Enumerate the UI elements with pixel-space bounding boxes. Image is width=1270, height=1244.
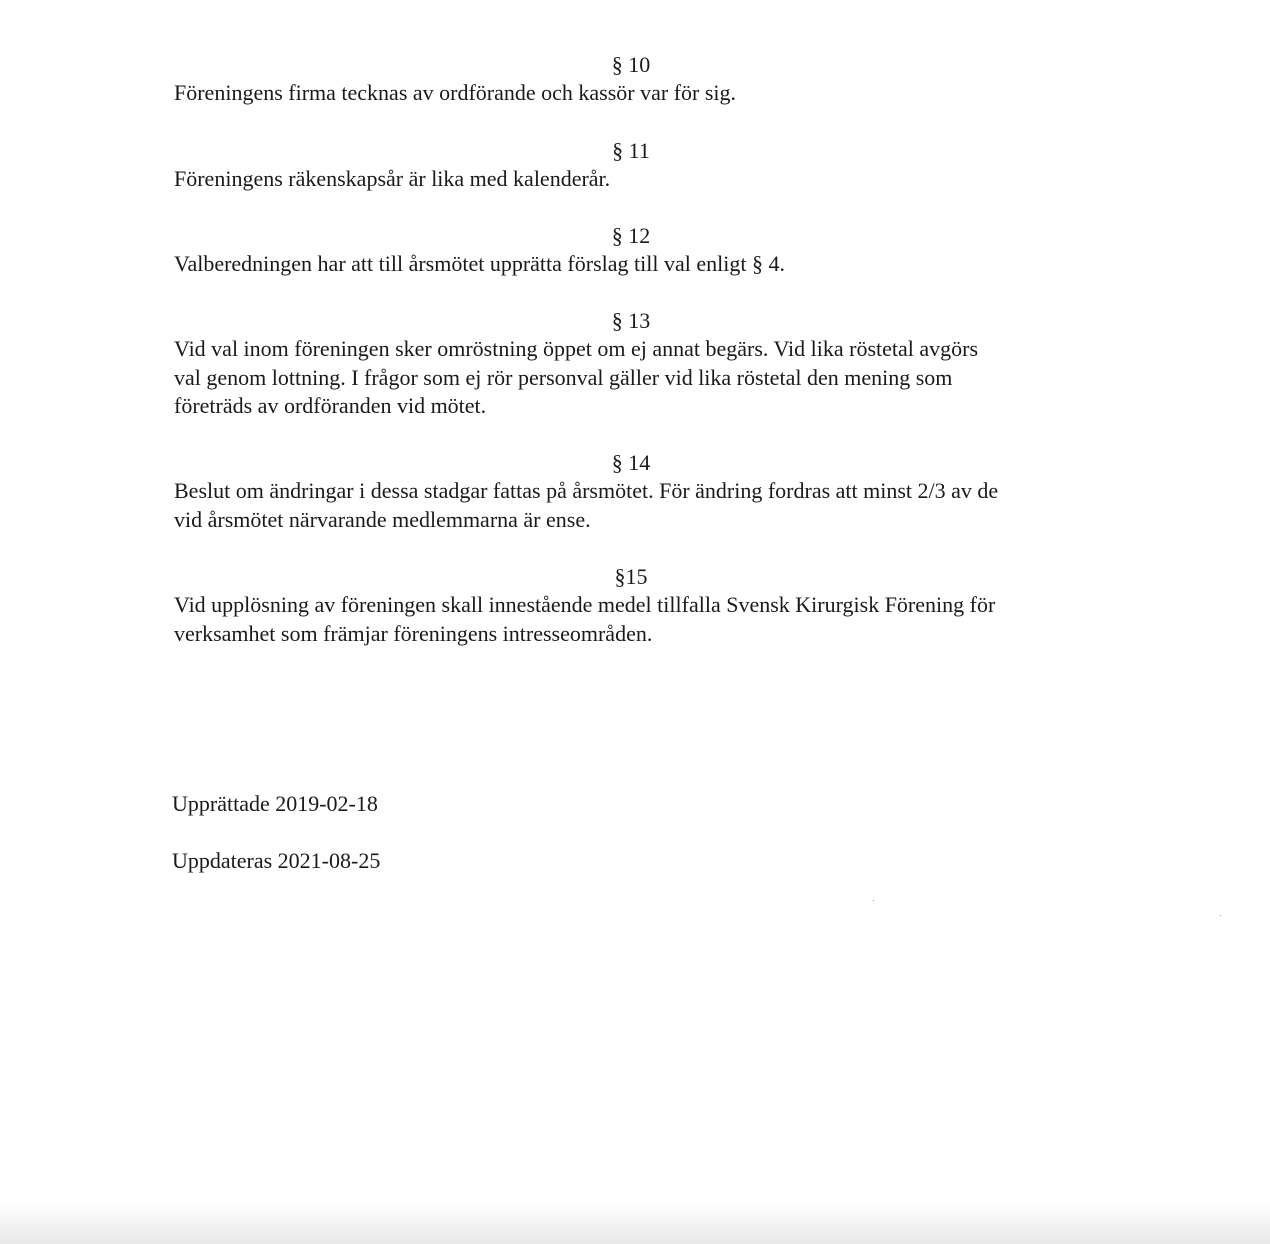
section-12 xyxy=(174,221,1104,279)
viewer-bottom-edge xyxy=(0,1204,1270,1244)
scan-speck xyxy=(873,900,874,901)
section-heading: § 12 xyxy=(611,223,651,248)
updated-date: Uppdateras 2021-08-25 xyxy=(172,848,381,873)
text-line: företräds av ordföranden vid mötet. xyxy=(174,393,487,418)
section-text xyxy=(174,335,1104,421)
section-text xyxy=(174,477,1104,534)
section-13 xyxy=(174,306,1104,421)
section-heading: § 13 xyxy=(611,308,651,333)
section-text xyxy=(174,79,1104,108)
section-heading: § 11 xyxy=(612,138,650,163)
section-heading: §15 xyxy=(614,564,648,589)
text-line: Föreningens firma tecknas av ordförande och kassör var för sig. xyxy=(174,80,737,105)
section-14 xyxy=(174,448,1104,534)
text-line: vid årsmötet närvarande medlemmarna är ense. xyxy=(174,506,591,532)
scan-speck xyxy=(1220,915,1221,916)
section-heading: § 14 xyxy=(611,450,651,475)
section-heading: § 10 xyxy=(611,52,651,77)
text-line: Föreningens räkenskapsår är lika med kalenderår. xyxy=(174,166,611,191)
section-15 xyxy=(174,562,1104,648)
section-text xyxy=(174,591,1104,648)
text-line: Beslut om ändringar i dessa stadgar fattas på årsmötet. För ändring fordras att minst 2/3 av de xyxy=(174,478,999,503)
section-10 xyxy=(174,50,1104,108)
text-line: Vid val inom föreningen sker omröstning öppet om ej annat begärs. Vid lika röstetal avgörs xyxy=(174,336,979,361)
section-text xyxy=(174,250,1104,279)
text-line: verksamhet som främjar föreningens intresseområden. xyxy=(174,620,653,646)
text-line: val genom lottning. I frågor som ej rör personval gäller vid lika röstetal den mening som xyxy=(174,364,953,390)
text-line: Valberedningen har att till årsmötet upprätta förslag till val enligt § 4. xyxy=(174,251,785,276)
established-date: Upprättade 2019-02-18 xyxy=(172,791,378,816)
section-text xyxy=(174,165,1104,194)
text-line: Vid upplösning av föreningen skall innestående medel tillfalla Svensk Kirurgisk Förening för xyxy=(174,592,996,617)
section-11 xyxy=(174,136,1104,194)
